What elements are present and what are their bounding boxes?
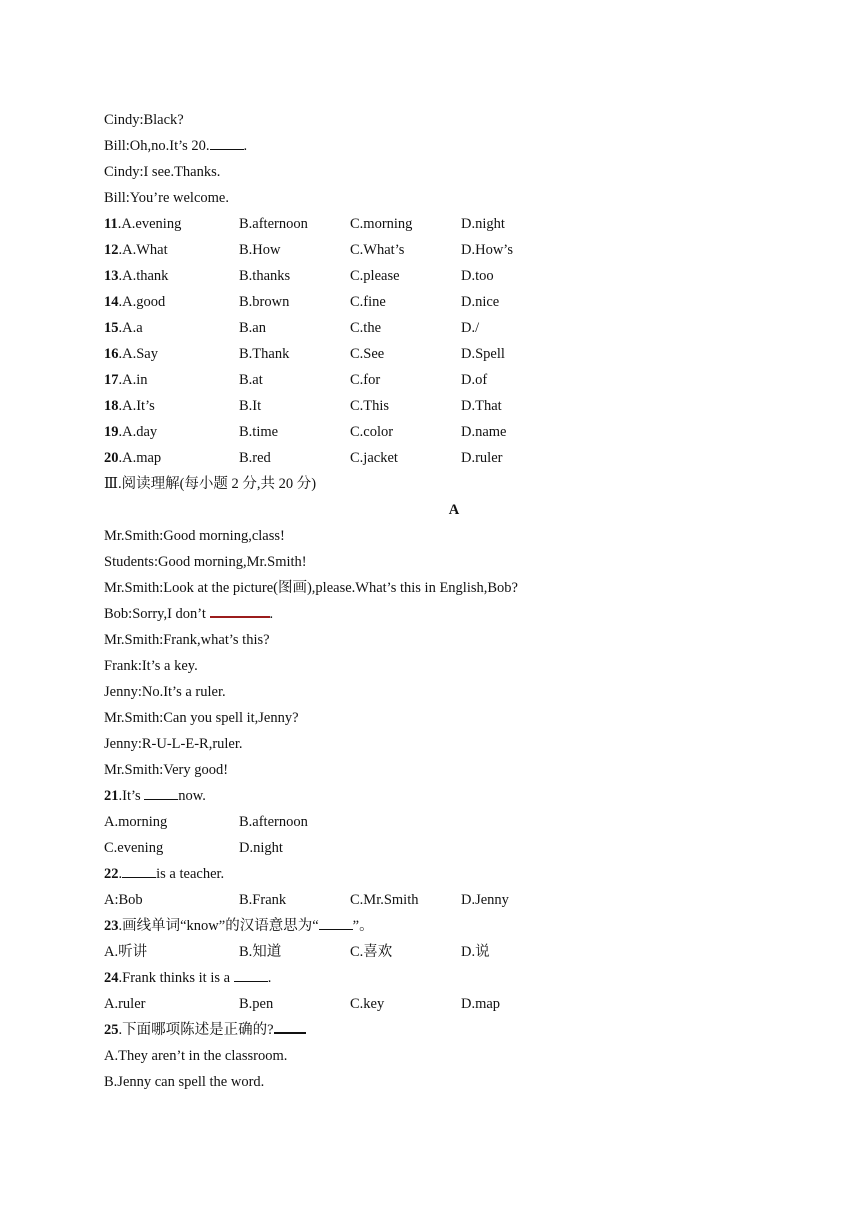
question-number: 19 [104, 424, 119, 440]
option-a-text: .A.a [118, 320, 143, 336]
option-c: C.key [350, 996, 385, 1012]
answer-blank [144, 784, 178, 800]
option-d: D.Spell [461, 346, 505, 362]
option-b: B.red [239, 450, 271, 466]
passage-text: Bob:Sorry,I don’t [104, 606, 210, 622]
answer-blank [234, 966, 268, 982]
passage-line: Jenny:No.It’s a ruler. [104, 684, 226, 700]
option-d: D./ [461, 320, 480, 336]
question-text: .画线单词“know”的汉语意思为“ [118, 918, 319, 934]
section-title: Ⅲ.阅读理解(每小题 2 分,共 20 分) [104, 476, 317, 492]
punctuation: . [243, 138, 248, 154]
question-text: .Frank thinks it is a [118, 970, 234, 986]
option-c: C.the [350, 320, 382, 336]
option-b: B.brown [239, 294, 290, 310]
option-b: B.afternoon [239, 814, 308, 830]
cloze-option-row [104, 445, 804, 471]
option-d: D.That [461, 398, 502, 414]
option-d: D.说 [461, 944, 490, 960]
option-d: D.night [239, 840, 283, 856]
option-b: B.How [239, 242, 281, 258]
cloze-option-row [104, 289, 804, 315]
cloze-option-row [104, 367, 804, 393]
question-number: 14 [104, 294, 119, 310]
question-21 [104, 783, 804, 809]
passage-line: Jenny:R-U-L-E-R,ruler. [104, 736, 243, 752]
question-text: is a teacher. [156, 866, 225, 882]
document-page [104, 107, 804, 1095]
option-b: B.Frank [239, 892, 287, 908]
question-number: 22 [104, 866, 119, 882]
option-c: C.evening [104, 840, 164, 856]
dialogue-line: Cindy:Black? [104, 112, 184, 128]
passage-line: Students:Good morning,Mr.Smith! [104, 554, 307, 570]
cloze-options [104, 211, 804, 471]
option-b: B.afternoon [239, 216, 308, 232]
question-number: 21 [104, 788, 119, 804]
answer-blank [319, 914, 353, 930]
option-d: D.name [461, 424, 507, 440]
question-number: 13 [104, 268, 119, 284]
options-row [104, 809, 804, 835]
question-number: 16 [104, 346, 119, 362]
option-a: A:Bob [104, 892, 143, 908]
option-a-text: .A.It’s [118, 398, 155, 414]
question-number: 15 [104, 320, 119, 336]
cloze-option-row [104, 211, 804, 237]
option-a [104, 289, 165, 315]
question-text: now. [178, 788, 206, 804]
dialogue-line [104, 133, 804, 159]
option-d: D.nice [461, 294, 500, 310]
cloze-option-row [104, 263, 804, 289]
answer-blank [210, 134, 244, 150]
option-a [104, 211, 181, 237]
dialogue-line: Bill:You’re welcome. [104, 190, 229, 206]
option-c: C.color [350, 424, 394, 440]
question-number: 20 [104, 450, 119, 466]
option-a [104, 341, 158, 367]
option-a-text: .A.in [118, 372, 148, 388]
options-row [104, 835, 804, 861]
option-a: A.morning [104, 814, 168, 830]
question-number: 25 [104, 1022, 119, 1038]
option-b: B.It [239, 398, 262, 414]
question-text: .下面哪项陈述是正确的? [118, 1022, 274, 1038]
option-d: D.night [461, 216, 505, 232]
cloze-option-row [104, 393, 804, 419]
punctuation: . [267, 970, 272, 986]
passage-line [104, 601, 804, 627]
cloze-option-row [104, 419, 804, 445]
cloze-option-row [104, 341, 804, 367]
option-a-text: .A.evening [117, 216, 182, 232]
option-c: C.for [350, 372, 381, 388]
passage-line: Mr.Smith:Good morning,class! [104, 528, 285, 544]
option-d: D.map [461, 996, 501, 1012]
question-number: 12 [104, 242, 119, 258]
options-row [104, 887, 804, 913]
option-c: C.please [350, 268, 400, 284]
question-22 [104, 861, 804, 887]
option-a: A.ruler [104, 996, 146, 1012]
question-23 [104, 913, 804, 939]
answer-blank [274, 1017, 306, 1034]
option-a-text: .A.good [118, 294, 166, 310]
option-a [104, 393, 155, 419]
question-24 [104, 965, 804, 991]
passage-line: Mr.Smith:Can you spell it,Jenny? [104, 710, 299, 726]
question-text: ”。 [352, 918, 374, 934]
dialogue-text: Bill:Oh,no.It’s 20. [104, 138, 210, 154]
question-number: 23 [104, 918, 119, 934]
option-d: D.ruler [461, 450, 503, 466]
option-a [104, 315, 143, 341]
option-a-text: .A.Say [118, 346, 158, 362]
option-b: B.Jenny can spell the word. [104, 1074, 265, 1090]
option-c: C.jacket [350, 450, 398, 466]
option-d: D.Jenny [461, 892, 509, 908]
cloze-option-row [104, 237, 804, 263]
option-c: C.喜欢 [350, 944, 393, 960]
dialogue-line: Cindy:I see.Thanks. [104, 164, 221, 180]
passage-line: Mr.Smith:Look at the picture(图画),please.What’s this in English,Bob? [104, 580, 518, 596]
options-row [104, 939, 804, 965]
passage-line: Mr.Smith:Very good! [104, 762, 229, 778]
option-c: C.fine [350, 294, 386, 310]
question-text: .It’s [118, 788, 145, 804]
underlined-word-blank [210, 601, 270, 618]
passage-line: Mr.Smith:Frank,what’s this? [104, 632, 270, 648]
option-b: B.at [239, 372, 263, 388]
cloze-option-row [104, 315, 804, 341]
option-c: C.See [350, 346, 385, 362]
option-c: C.What’s [350, 242, 405, 258]
option-a [104, 237, 168, 263]
option-a-text: .A.day [118, 424, 158, 440]
option-c: C.Mr.Smith [350, 892, 419, 908]
punctuation: . [118, 866, 123, 882]
option-d: D.of [461, 372, 488, 388]
passage-label: A [448, 502, 460, 518]
option-d: D.How’s [461, 242, 513, 258]
punctuation: . [269, 606, 274, 622]
option-b: B.an [239, 320, 266, 336]
option-a [104, 445, 161, 471]
passage-line: Frank:It’s a key. [104, 658, 198, 674]
option-a [104, 367, 148, 393]
option-d: D.too [461, 268, 494, 284]
answer-blank [122, 862, 156, 878]
option-a-text: .A.What [118, 242, 168, 258]
option-a [104, 419, 157, 445]
option-b: B.pen [239, 996, 274, 1012]
option-a: A.They aren’t in the classroom. [104, 1048, 288, 1064]
option-c: C.This [350, 398, 390, 414]
question-25 [104, 1017, 804, 1043]
option-a: A.听讲 [104, 944, 148, 960]
option-b: B.Thank [239, 346, 290, 362]
option-c: C.morning [350, 216, 413, 232]
option-a [104, 263, 168, 289]
option-a-text: .A.thank [118, 268, 169, 284]
question-number: 17 [104, 372, 119, 388]
option-a-text: .A.map [118, 450, 162, 466]
option-b: B.time [239, 424, 279, 440]
option-b: B.知道 [239, 944, 282, 960]
question-number: 18 [104, 398, 119, 414]
question-number: 24 [104, 970, 119, 986]
option-b: B.thanks [239, 268, 291, 284]
options-row [104, 991, 804, 1017]
question-number: 11 [104, 216, 118, 232]
